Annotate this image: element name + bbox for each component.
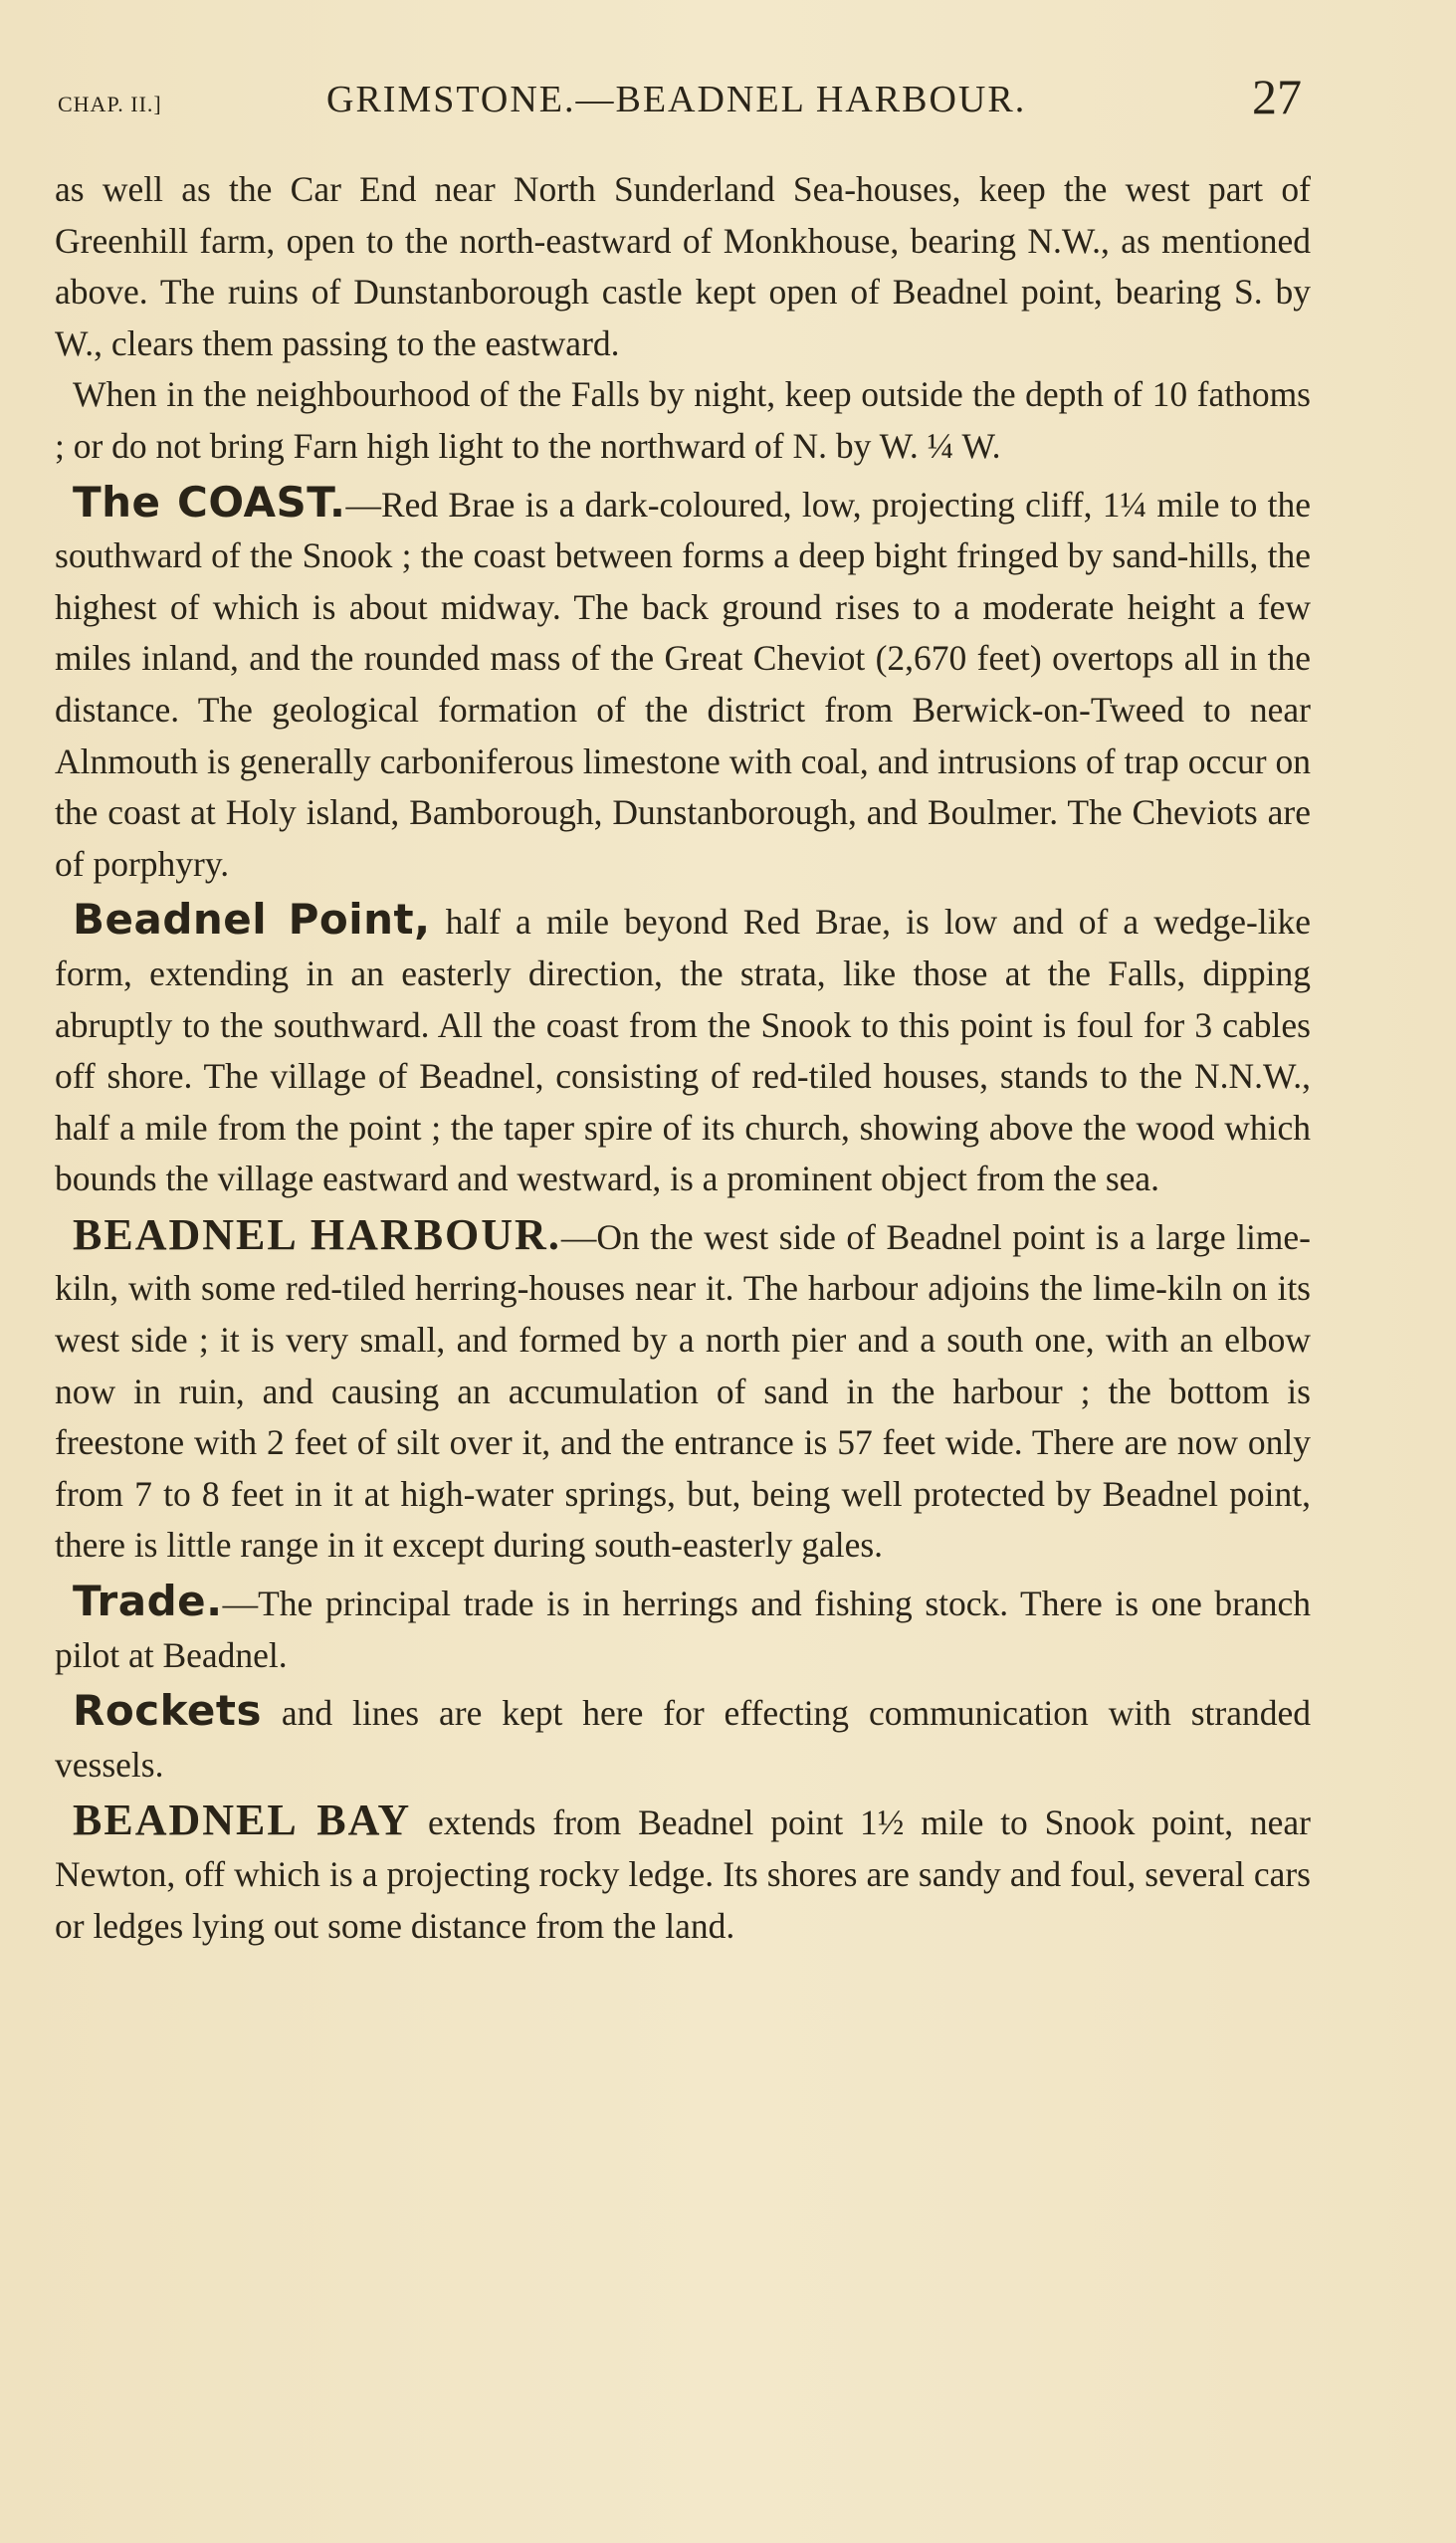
paragraph-beadnel-harbour-text: —On the west side of Beadnel point is a large lime-kiln, with some red-tiled herring-houses near it. The harbour adjoins the lime-kiln on its west side ; it is very small, and formed by a north pier and a south one, with an elbow now in ruin, and causing an accumulation of sand in the harbour ; the bottom is freestone with 2 feet of silt over it, and the entrance is 57 feet wide. There are now only from 7 to 8 feet in it at high-water springs, but, being well protected by Beadnel point, there is little range in it except during south-easterly gales. — [55, 1216, 1312, 1566]
paragraph-beadnel-point-text: half a mile beyond Red Brae, is low and of a wedge-like form, extending in an easterly direction, the strata, like those at the Falls, dipping abruptly to the southward. All the coast from the Snook to this point is foul for 3 cables off shore. The village of Beadnel, consisting of red-tiled houses, stands to the N.N.W., half a mile from the point ; the taper spire of its church, showing above the wood which bounds the village eastward and westward, is a prominent object from the sea. — [55, 902, 1312, 1199]
body-text — [55, 164, 1311, 1952]
heading-trade: Trade. — [73, 1577, 223, 1626]
paragraph-beadnel-point — [55, 894, 1311, 1205]
page-number: 27 — [1252, 69, 1302, 124]
paragraph-beadnel-harbour — [55, 1209, 1311, 1572]
chapter-label: CHAP. II.] — [58, 92, 162, 116]
paragraph-coast — [55, 477, 1311, 891]
heading-beadnel-harbour: BEADNEL HARBOUR. — [73, 1209, 561, 1259]
paragraph-rockets-text: and lines are kept here for effecting communication with stranded vessels. — [55, 1693, 1311, 1785]
heading-coast: The COAST. — [73, 477, 346, 527]
paragraph-1-text: as well as the Car End near North Sunderland Sea-houses, keep the west part of Greenhill farm, open to the north-eastward of Monkhouse, bearing N.W., as mentioned above. The ruins of Dunstanborough castle kept open of Beadnel point, bearing S. by W., clears them passing to the eastward. — [55, 169, 1311, 363]
paragraph-coast-text: —Red Brae is a dark-coloured, low, projecting cliff, 1¼ mile to the southward of the Snook ; the coast between forms a deep bight fringed by sand-hills, the highest of which is about midway. The back ground rises to a moderate height a few miles inland, and the rounded mass of the Great Cheviot (2,670 feet) overtops all in the distance. The geological formation of the district from Berwick-on-Tweed to near Alnmouth is generally carboniferous limestone with coal, and intrusions of trap occur on the coast at Holy island, Bamborough, Dunstanborough, and Boulmer. The Cheviots are of porphyry. — [55, 484, 1311, 884]
paragraph-2-text: When in the neighbourhood of the Falls by night, keep outside the depth of 10 fathoms ; or do not bring Farn high light to the northward of N. by W. ¼ W. — [55, 374, 1311, 466]
running-head — [58, 69, 1302, 137]
running-title: GRIMSTONE.—BEADNEL HARBOUR. — [326, 79, 1027, 120]
paragraph-1 — [55, 164, 1311, 369]
paragraph-2 — [55, 369, 1311, 472]
paragraph-trade-text: —The principal trade is in herrings and fishing stock. There is one branch pilot at Beadnel. — [55, 1584, 1311, 1675]
paragraph-trade — [55, 1576, 1311, 1681]
heading-beadnel-point: Beadnel Point, — [73, 895, 431, 945]
paragraph-beadnel-bay — [55, 1795, 1311, 1952]
heading-beadnel-bay: BEADNEL BAY — [73, 1796, 412, 1845]
heading-rockets: Rockets — [73, 1686, 262, 1736]
paragraph-rockets — [55, 1685, 1311, 1791]
paragraph-beadnel-bay-text: extends from Beadnel point 1½ mile to Snook point, near Newton, off which is a projecting rocky ledge. Its shores are sandy and foul, several cars or ledges lying out some distance from the land. — [55, 1802, 1312, 1946]
